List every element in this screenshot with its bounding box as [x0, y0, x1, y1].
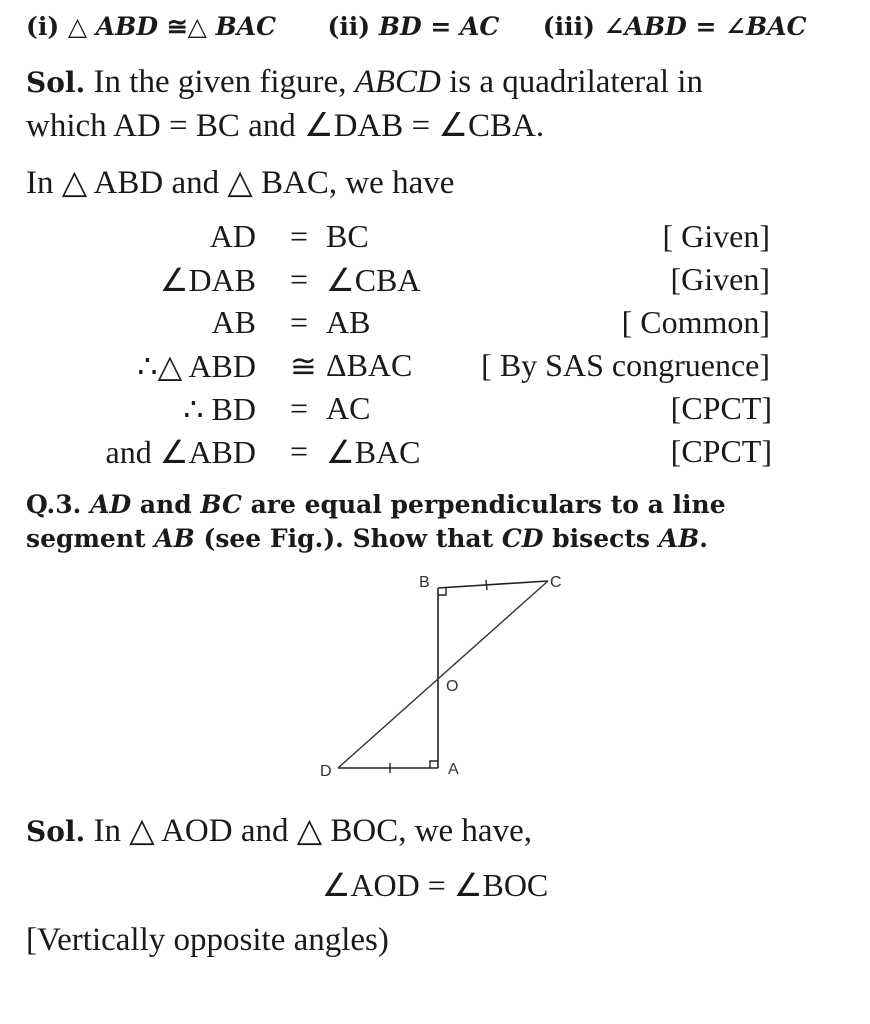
proof-intro: In △ ABD and △ BAC, we have — [26, 165, 455, 201]
question-text: . — [699, 524, 708, 553]
proof-operator: = — [290, 433, 309, 469]
solution-text: In the given figure, — [85, 64, 355, 100]
proof-rhs: ∠BAC — [326, 434, 421, 470]
proof-reason: [Given] — [670, 261, 770, 297]
proof-lhs: ∴△ ABD — [137, 348, 256, 384]
proof-rhs: ΔBAC — [326, 347, 413, 383]
segment-bc: BC — [200, 490, 242, 519]
solution-text-end: is a quadrilateral in — [440, 64, 703, 100]
proof-rhs: AB — [326, 304, 371, 340]
proof-operator: = — [290, 390, 309, 426]
proof-lhs: AB — [211, 304, 256, 340]
part-i-math-a: ABD — [95, 12, 159, 41]
proof-reason: [ By SAS congruence] — [481, 347, 770, 383]
geometry-figure — [300, 565, 590, 785]
proof-reason: [ Given] — [662, 218, 770, 254]
proof-lhs: ∴ BD — [183, 391, 256, 427]
question-text: and — [131, 490, 201, 519]
segment-cd: CD — [501, 524, 544, 553]
angle-equation: ∠AOD = ∠BOC — [321, 867, 549, 903]
part-iii-math: ∠ABD = ∠BAC — [603, 12, 807, 41]
solution-1-line-1 — [26, 64, 703, 101]
proof-row — [0, 433, 870, 473]
segment-dc-line — [338, 581, 548, 768]
question-text: are equal perpendiculars to a line — [241, 490, 726, 519]
question-3-line-1 — [26, 490, 726, 519]
proof-row — [0, 347, 870, 387]
proof-row — [0, 261, 870, 301]
proof-rhs: ∠CBA — [326, 262, 421, 298]
solution-label: Sol. — [26, 66, 86, 99]
part-ii-prefix: (ii) — [327, 12, 379, 41]
proof-lhs: ∠DAB — [159, 262, 256, 298]
solution-2-line — [26, 810, 532, 850]
part-i-congruent: ≅△ — [158, 12, 216, 41]
part-i-math-b: BAC — [215, 12, 277, 41]
question-text: segment — [26, 524, 155, 553]
segment-bc-line — [438, 581, 548, 588]
proof-lhs: and ∠ABD — [105, 434, 256, 470]
label-d: D — [320, 763, 332, 780]
tick-bc — [486, 580, 487, 590]
proof-operator: = — [290, 218, 309, 254]
question-number: Q.3. — [26, 490, 82, 519]
proof-rhs: AC — [326, 390, 371, 426]
proof-reason: [ Common] — [621, 304, 770, 340]
proof-reason: [CPCT] — [670, 390, 772, 426]
solution-label: Sol. — [26, 815, 86, 848]
proof-row — [0, 218, 870, 258]
label-o: O — [446, 678, 459, 695]
right-angle-b — [438, 588, 446, 595]
label-b: B — [419, 574, 430, 591]
part-ii-math: BD = AC — [378, 12, 500, 41]
proof-operator: = — [290, 304, 309, 340]
question-parts-line — [26, 12, 807, 41]
label-c: C — [550, 574, 562, 591]
proof-reason: [CPCT] — [670, 433, 772, 469]
segment-ad: AD — [90, 490, 132, 519]
right-angle-a — [430, 761, 438, 768]
quadrilateral-name: ABCD — [354, 64, 441, 100]
question-text: bisects — [543, 524, 659, 553]
label-a: A — [448, 761, 459, 778]
segment-ab: AB — [658, 524, 700, 553]
proof-row — [0, 390, 870, 430]
solution-text: In △ AOD and △ BOC, we have, — [85, 813, 532, 849]
question-text — [81, 490, 90, 519]
part-iii-prefix: (iii) — [542, 12, 604, 41]
segment-ab: AB — [154, 524, 195, 553]
part-i-prefix: (i) △ — [26, 12, 96, 41]
solution-1-line-2: which AD = BC and ∠DAB = ∠CBA. — [26, 108, 545, 144]
proof-operator: = — [290, 261, 309, 297]
proof-operator: ≅ — [290, 348, 317, 384]
question-text: (see Fig.). Show that — [194, 524, 502, 553]
question-3-line-2 — [26, 524, 708, 553]
proof-lhs: AD — [209, 218, 256, 254]
equation-reason: [Vertically opposite angles) — [26, 922, 389, 958]
proof-row — [0, 304, 870, 344]
proof-rhs: BC — [326, 218, 369, 254]
